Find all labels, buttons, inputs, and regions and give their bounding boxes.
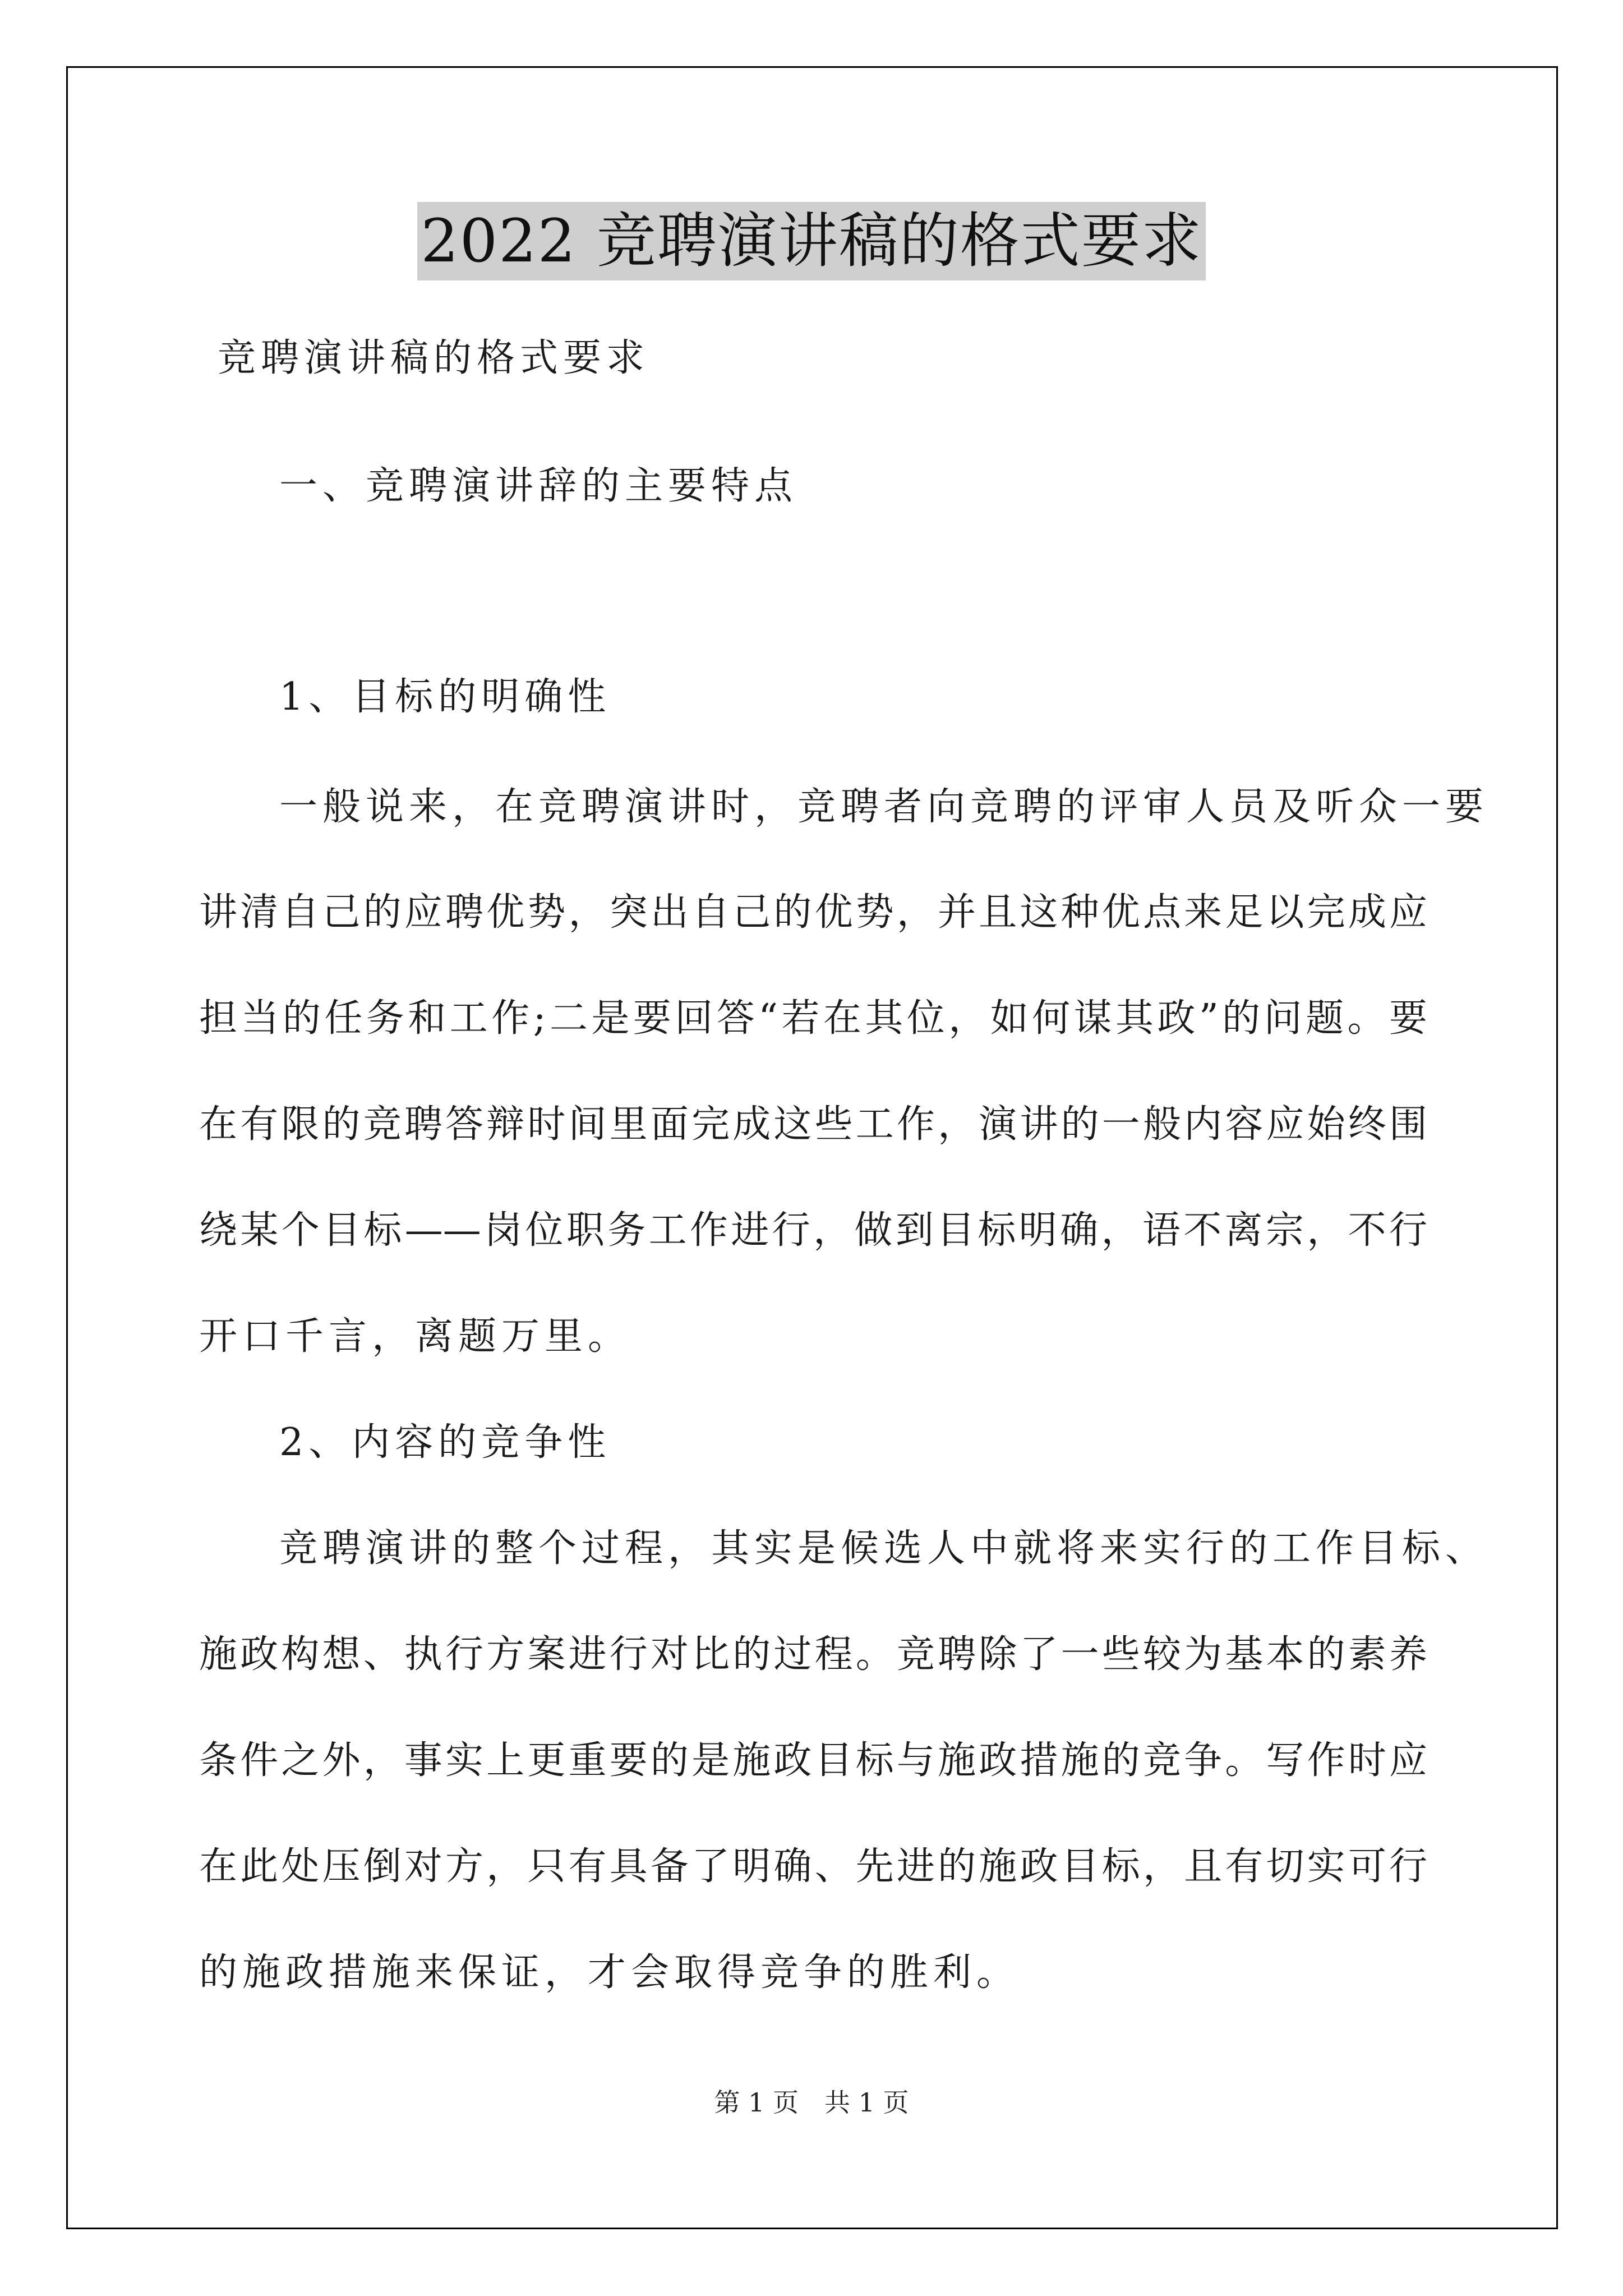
title-block [0,202,1623,280]
section-heading: 一、竞聘演讲辞的主要特点 [279,464,798,508]
paragraph-1-line-5: 绕某个目标——岗位职务工作进行，做到目标明确，语不离宗，不行 [199,1208,1427,1253]
paragraph-1-line-2: 讲清自己的应聘优势，突出自己的优势，并且这种优点来足以完成应 [199,890,1427,935]
page-number-footer: 第 1 页 共 1 页 [714,2087,909,2118]
paragraph-1-line-3: 担当的任务和工作;二是要回答“若在其位，如何谋其政”的问题。要 [199,996,1427,1041]
document-subtitle: 竞聘演讲稿的格式要求 [218,336,650,380]
paragraph-2-line-2: 施政构想、执行方案进行对比的过程。竞聘除了一些较为基本的素养 [199,1632,1427,1677]
paragraph-1-line-6: 开口千言，离题万里。 [199,1314,631,1359]
paragraph-2-line-4: 在此处压倒对方，只有具备了明确、先进的施政目标，且有切实可行 [199,1844,1427,1889]
point-heading-2: 2、内容的竞争性 [279,1420,611,1465]
paragraph-1-line-1: 一般说来，在竞聘演讲时，竞聘者向竞聘的评审人员及听众一要 [279,785,1489,829]
paragraph-1-line-4: 在有限的竞聘答辩时间里面完成这些工作，演讲的一般内容应始终围 [199,1102,1427,1147]
paragraph-2-line-5: 的施政措施来保证，才会取得竞争的胜利。 [199,1950,1020,1995]
paragraph-2-line-1: 竞聘演讲的整个过程，其实是候选人中就将来实行的工作目标、 [279,1526,1489,1571]
point-heading-1: 1、目标的明确性 [279,675,611,719]
document-title: 2022 竞聘演讲稿的格式要求 [417,202,1205,280]
paragraph-2-line-3: 条件之外，事实上更重要的是施政目标与施政措施的竞争。写作时应 [199,1738,1427,1783]
